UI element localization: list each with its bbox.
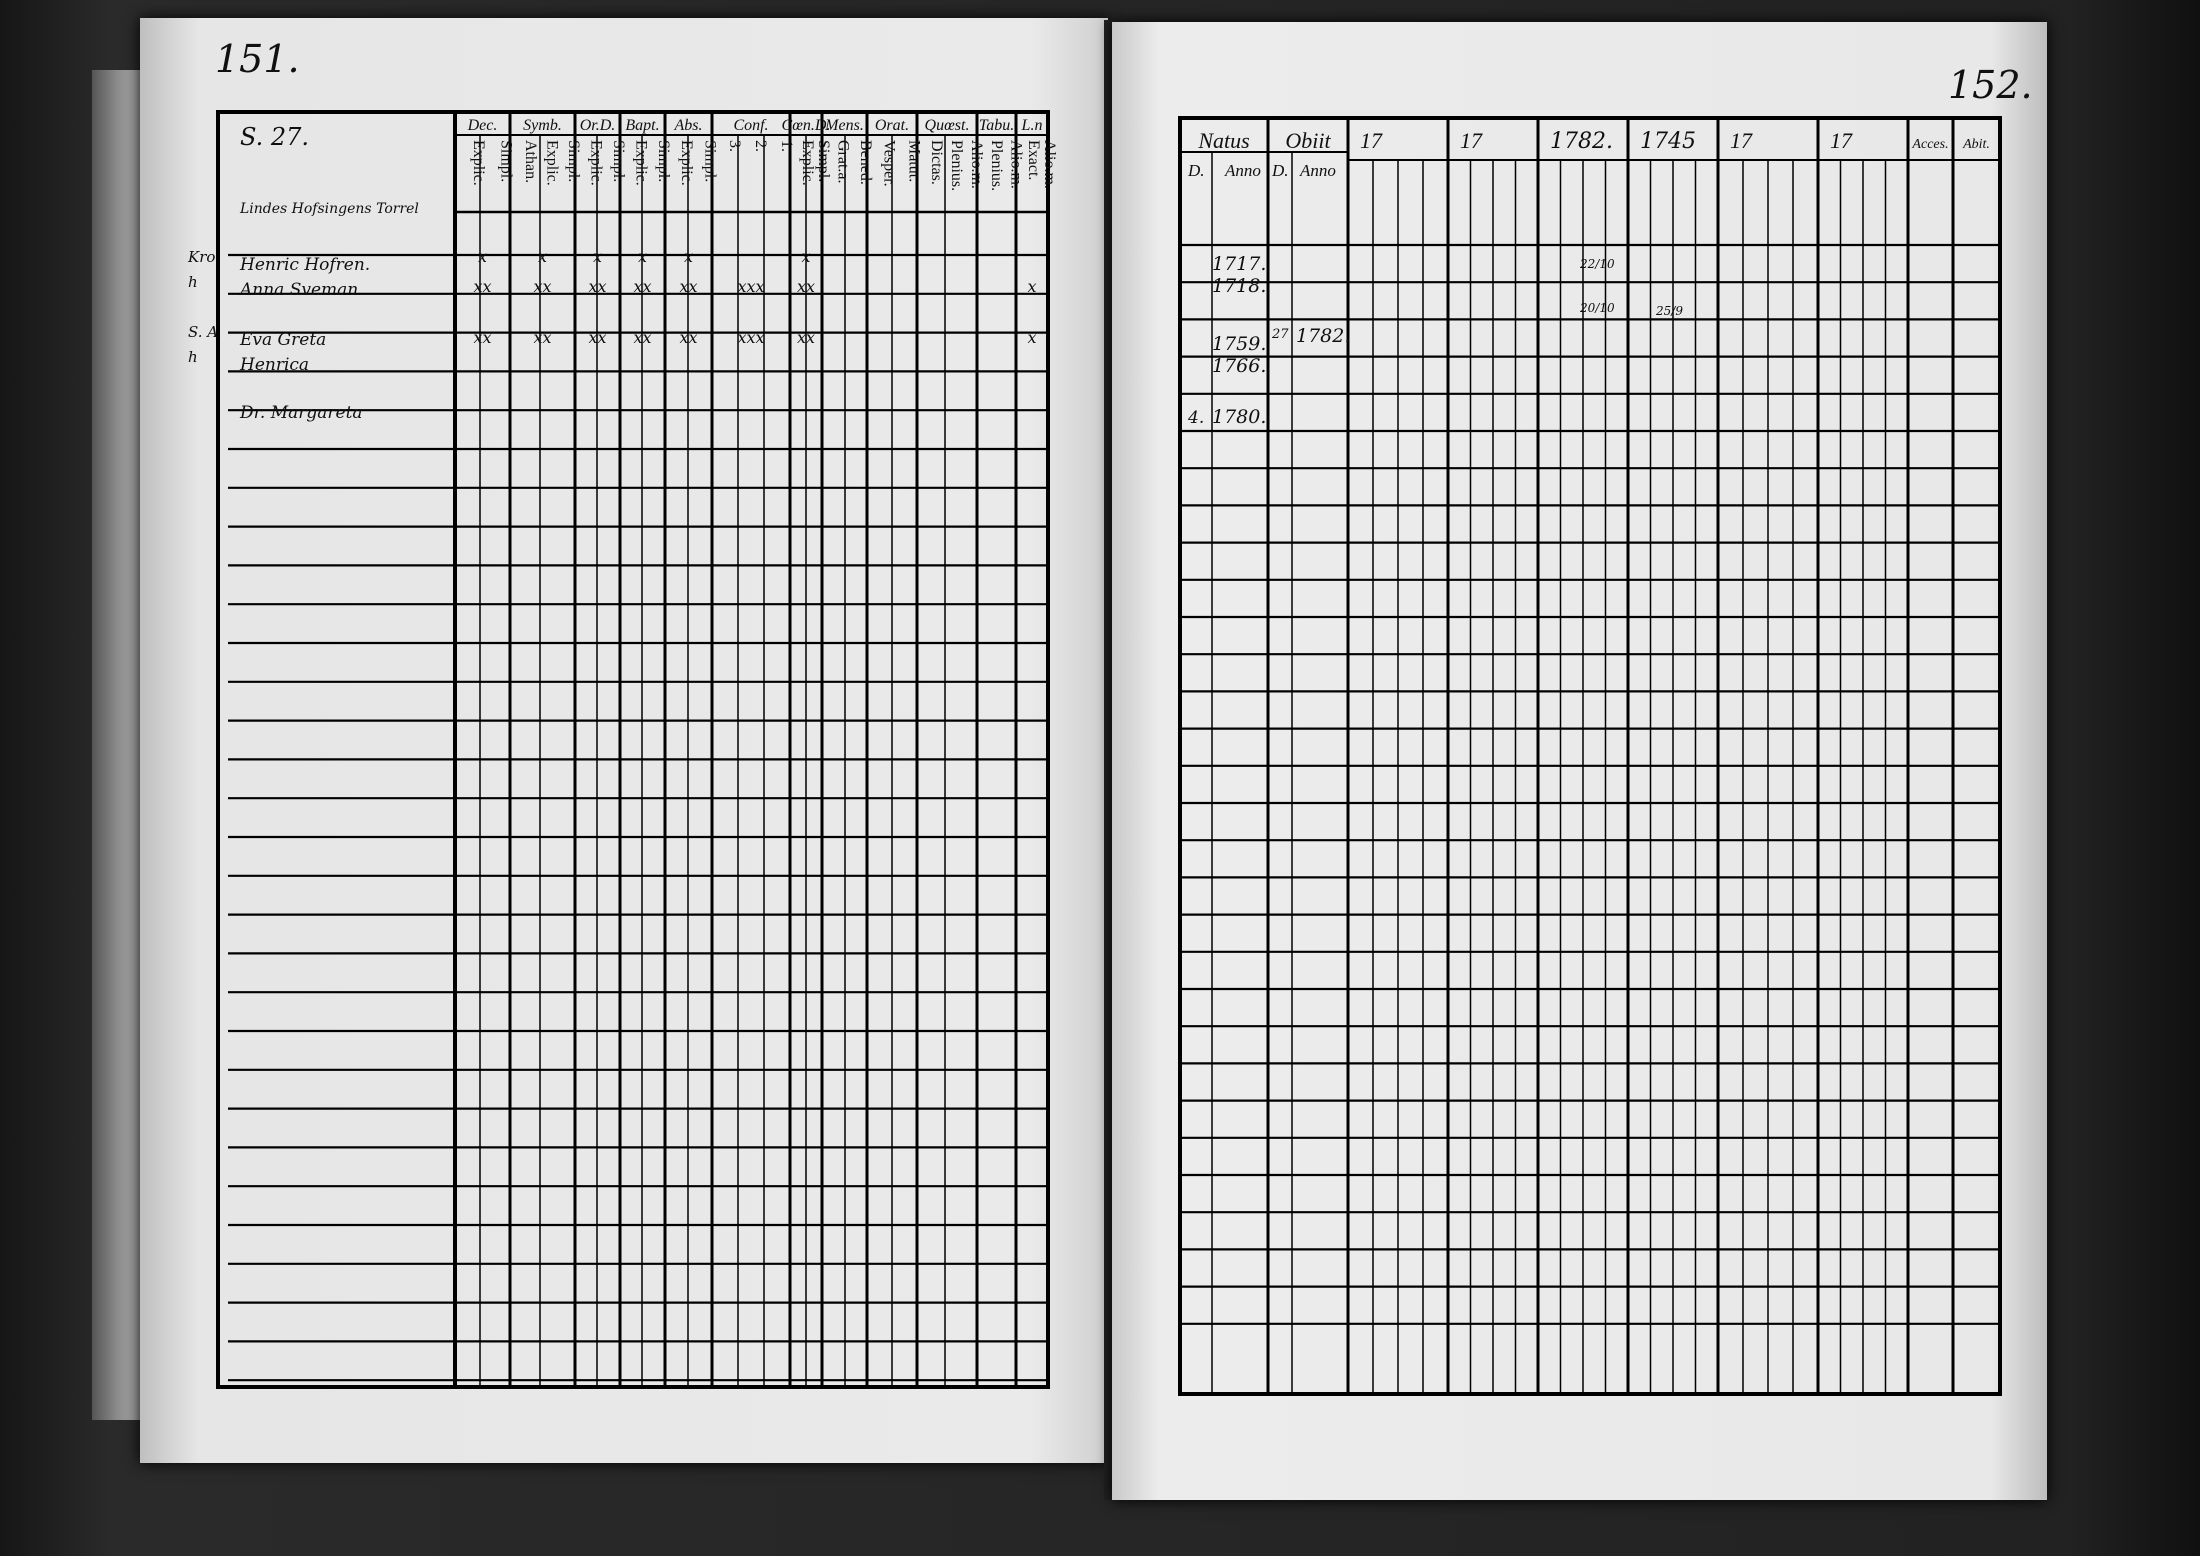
left-group-header: Symb.: [523, 117, 562, 134]
exam-mark: xx: [533, 277, 552, 296]
birth-year: 1766.: [1212, 355, 1267, 377]
left-subheader: Alio.m.: [968, 140, 985, 189]
exam-mark: xx: [679, 277, 698, 296]
left-subheader: Simpl.: [609, 140, 627, 183]
left-group-header: L.n: [1021, 117, 1043, 134]
exam-mark: x: [1027, 277, 1037, 296]
right-subheader: Anno: [1225, 161, 1261, 180]
house-label: S. 27.: [240, 123, 310, 151]
right-group-header: 17: [1830, 128, 1852, 153]
margin-note: S. A: [188, 323, 219, 341]
left-subheader: Grat.a.: [834, 140, 852, 184]
exam-mark: xx: [633, 277, 652, 296]
person-name: Dr. Margareta: [240, 403, 363, 423]
left-group-header: Bapt.: [625, 117, 660, 134]
left-group-header: Or.D.: [579, 117, 616, 134]
birth-year: 1759.: [1212, 333, 1267, 355]
left-subheader: Explic.: [543, 140, 561, 186]
exam-mark: x: [801, 247, 811, 266]
exam-mark: x: [477, 247, 488, 266]
house-name: Lindes Hofsingens Torrel: [240, 201, 419, 217]
left-group-header: Quœst.: [924, 117, 970, 134]
right-group-header: Acces.: [1912, 137, 1949, 152]
left-subheader: Explic.: [587, 140, 605, 186]
left-group-header: Mens.: [825, 117, 864, 134]
left-group-header: Dec.: [467, 117, 498, 134]
margin-note: Kro: [188, 248, 216, 266]
left-subheader: Dictas.: [928, 140, 945, 185]
left-subheader: Simpl.: [701, 140, 719, 183]
left-subheader: Explic.: [677, 140, 695, 186]
left-subheader: Athan.: [521, 140, 539, 184]
left-subheader: Simpl.: [654, 140, 672, 183]
right-group-header: Natus: [1198, 128, 1250, 153]
right-group-header: 17: [1360, 128, 1382, 153]
exam-mark: x: [537, 247, 548, 266]
left-name-list: [187, 248, 370, 423]
left-subheader: Simpl.: [497, 140, 515, 183]
left-subheader: Simpl.: [565, 140, 583, 183]
margin-note: h: [188, 273, 198, 291]
exam-mark: xx: [588, 328, 607, 347]
left-subheader: Exact.: [1025, 140, 1042, 181]
left-subheader: Plenius.: [987, 140, 1005, 192]
person-name: Anna Sveman: [240, 280, 359, 300]
birth-year: 1718.: [1212, 275, 1267, 297]
right-subheader: Anno: [1300, 161, 1336, 180]
right-group-header: Obiit: [1285, 128, 1331, 153]
exam-mark: xx: [796, 277, 816, 296]
left-subheader: Explic.: [469, 140, 487, 186]
exam-mark: xx: [473, 277, 492, 296]
small-date: 22/10: [1580, 257, 1615, 271]
exam-mark: xxx: [737, 328, 765, 347]
exam-mark: xx: [633, 328, 652, 347]
right-group-header: 17: [1730, 128, 1752, 153]
left-subheader: Plenius.: [948, 140, 965, 192]
right-date-entries: [1187, 253, 1683, 428]
person-name: Eva Greta: [240, 330, 327, 350]
person-name: Henric Hofren.: [240, 255, 371, 275]
birth-day: 4.: [1188, 408, 1205, 428]
exam-mark: xx: [679, 328, 698, 347]
left-page-number: 151.: [215, 37, 300, 81]
left-group-header: Cœn.D.: [781, 117, 831, 134]
left-group-header: Tabu.: [978, 117, 1015, 134]
person-name: Henrica: [240, 355, 310, 375]
left-subheader: Simpl.: [815, 140, 832, 183]
left-group-header: Orat.: [874, 117, 910, 134]
death-year: 1782.: [1296, 325, 1351, 347]
exam-mark: x: [683, 247, 694, 266]
left-subheader: Explic.: [632, 140, 650, 186]
left-subheader: 2.: [752, 140, 769, 152]
exam-mark: xxx: [737, 277, 765, 296]
right-group-header: 1745: [1640, 129, 1696, 154]
birth-year: 1717.: [1212, 253, 1267, 275]
exam-mark: xx: [533, 328, 552, 347]
right-subheader: D.: [1272, 161, 1289, 180]
exam-mark: xx: [796, 328, 816, 347]
right-group-header: 17: [1460, 128, 1482, 153]
small-date: 25/9: [1656, 304, 1683, 318]
left-group-header: Abs.: [674, 117, 703, 134]
left-subheader: Alio.m.: [1007, 140, 1025, 189]
exam-mark: xx: [588, 277, 607, 296]
exam-mark: xx: [473, 328, 492, 347]
left-subheader: Vesper.: [880, 140, 898, 187]
exam-mark: x: [637, 247, 648, 266]
left-table-grid: [228, 112, 1048, 1387]
exam-mark: x: [592, 247, 603, 266]
left-group-header: Conf.: [733, 117, 769, 134]
right-subheader: D.: [1188, 161, 1205, 180]
right-group-header: Abit.: [1963, 137, 1990, 152]
death-day: 27: [1272, 327, 1289, 342]
margin-note: h: [188, 348, 198, 366]
left-subheader: 3.: [726, 140, 743, 152]
left-subheader: 1.: [778, 140, 795, 152]
left-subheader: Matut.: [905, 140, 923, 183]
birth-year: 1780.: [1212, 406, 1267, 428]
left-table-frame: [218, 112, 1048, 1387]
left-subheader: Alio.m.: [1041, 140, 1058, 189]
right-page-number: 152.: [1948, 63, 2033, 107]
left-column-headers: [467, 117, 1058, 191]
small-date: 20/10: [1580, 301, 1615, 315]
left-subheader: Bened.: [856, 140, 874, 185]
exam-mark: x: [1027, 328, 1037, 347]
left-subheader: Explic.: [799, 140, 816, 186]
right-column-headers: [1187, 128, 1990, 180]
right-group-header: 1782.: [1550, 129, 1613, 154]
